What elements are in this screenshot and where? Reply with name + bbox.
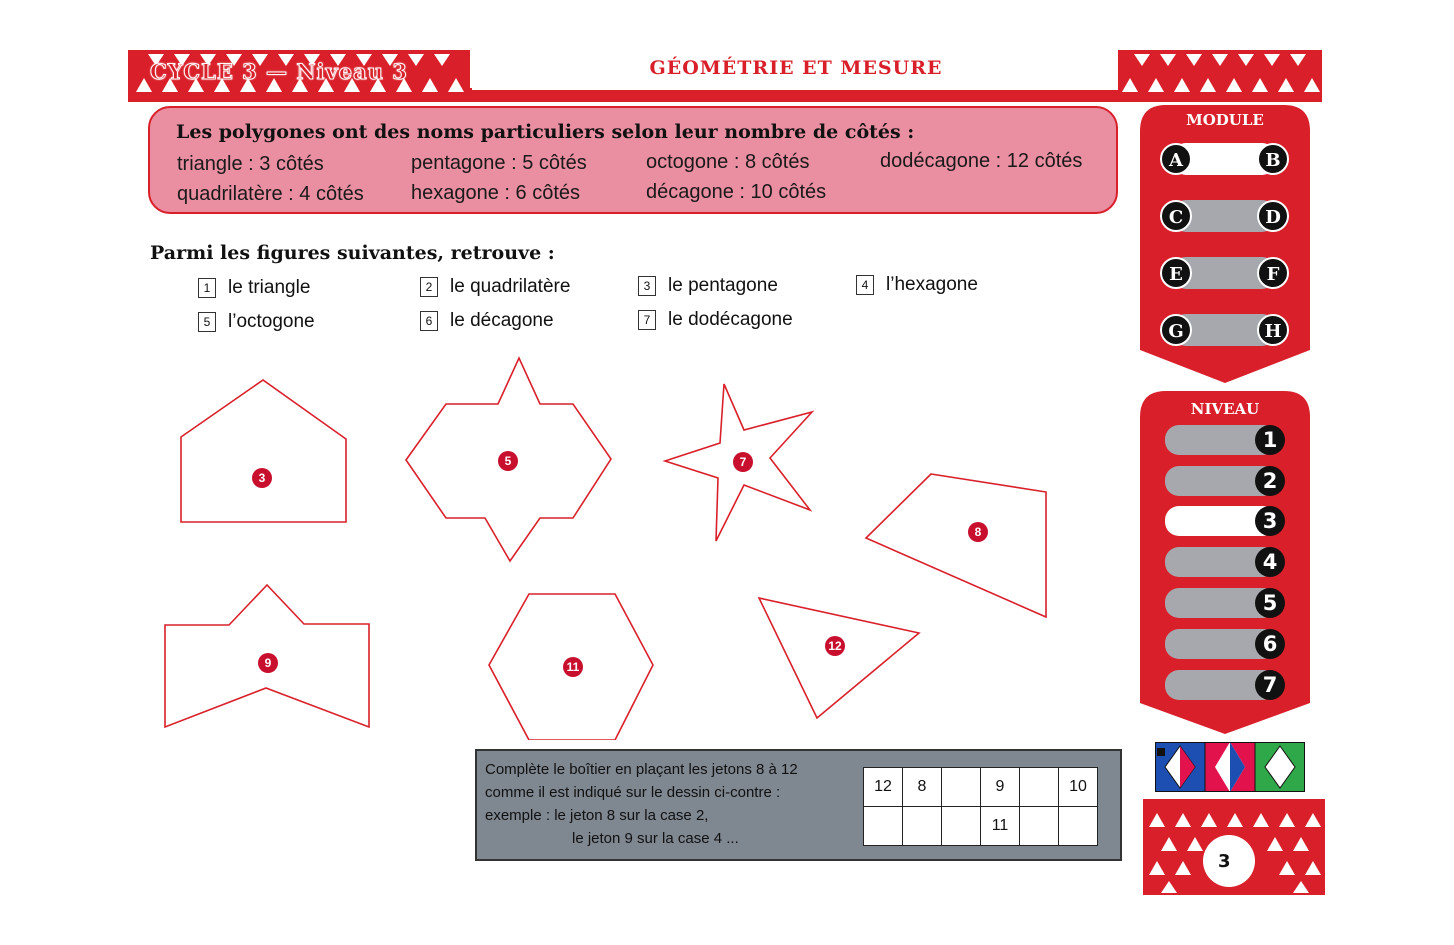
option-label: le dodécagone bbox=[668, 309, 793, 330]
badge-label: 7 bbox=[739, 455, 747, 469]
badge-figure-11 bbox=[563, 657, 583, 677]
task-line-4: le jeton 9 sur la case 4 ... bbox=[572, 830, 739, 847]
option-number: 4 bbox=[856, 275, 874, 295]
niveau-6[interactable]: 6 bbox=[1255, 629, 1285, 659]
grid-cell[interactable]: 9 bbox=[981, 768, 1020, 807]
triangle-pattern bbox=[1118, 50, 1322, 102]
module-c[interactable]: C bbox=[1160, 200, 1192, 232]
figure-3-pentagon bbox=[181, 380, 346, 522]
page-title: GÉOMÉTRIE ET MESURE bbox=[649, 57, 943, 79]
option-number: 1 bbox=[198, 278, 216, 298]
answer-grid bbox=[863, 767, 1098, 846]
color-blocks-logo bbox=[1155, 742, 1305, 792]
option-number: 2 bbox=[420, 277, 438, 297]
cycle-label: CYCLE 3 — Niveau 3 bbox=[150, 59, 408, 84]
footer-pattern bbox=[1143, 799, 1325, 895]
niveau-title: NIVEAU bbox=[1190, 400, 1260, 418]
module-d[interactable]: D bbox=[1257, 200, 1289, 232]
niveau-2[interactable]: 2 bbox=[1255, 466, 1285, 496]
niveau-4[interactable]: 4 bbox=[1255, 547, 1285, 577]
option-label: le pentagone bbox=[668, 275, 778, 296]
badge-label: 11 bbox=[566, 660, 580, 674]
module-g[interactable]: G bbox=[1160, 314, 1192, 346]
info-quadrilateral: quadrilatère : 4 côtés bbox=[177, 183, 364, 205]
niveau-5[interactable]: 5 bbox=[1255, 588, 1285, 618]
info-decagon: décagone : 10 côtés bbox=[646, 181, 827, 203]
module-title: MODULE bbox=[1186, 111, 1264, 129]
grid-cell[interactable] bbox=[864, 807, 903, 846]
badge-figure-8 bbox=[968, 522, 988, 542]
option-label: le quadrilatère bbox=[450, 276, 571, 297]
badge-figure-7 bbox=[733, 452, 753, 472]
module-a[interactable]: A bbox=[1160, 143, 1192, 175]
badge-label: 8 bbox=[974, 525, 982, 539]
info-triangle: triangle : 3 côtés bbox=[177, 153, 324, 175]
niveau-1[interactable]: 1 bbox=[1255, 425, 1285, 455]
info-octagon: octogone : 8 côtés bbox=[646, 151, 810, 173]
niveau-3[interactable]: 3 bbox=[1255, 506, 1285, 536]
grid-cell[interactable] bbox=[1020, 768, 1059, 807]
option-label: l’octogone bbox=[228, 311, 315, 332]
grid-cell[interactable]: 11 bbox=[981, 807, 1020, 846]
badge-figure-5 bbox=[498, 451, 518, 471]
grid-cell[interactable] bbox=[903, 807, 942, 846]
badge-figure-3 bbox=[252, 468, 272, 488]
task-line-1: Complète le boîtier en plaçant les jetons 8 à 12 bbox=[485, 761, 798, 778]
badge-label: 12 bbox=[828, 639, 842, 653]
badge-label: 5 bbox=[504, 454, 512, 468]
badge-label: 3 bbox=[258, 471, 266, 485]
module-e[interactable]: E bbox=[1160, 257, 1192, 289]
module-f[interactable]: F bbox=[1257, 257, 1289, 289]
option-number: 7 bbox=[638, 310, 656, 330]
info-pentagon: pentagone : 5 côtés bbox=[411, 152, 587, 174]
module-h[interactable]: H bbox=[1257, 314, 1289, 346]
task-line-2: comme il est indiqué sur le dessin ci-contre : bbox=[485, 784, 781, 801]
option-number: 5 bbox=[198, 312, 216, 332]
option-label: l’hexagone bbox=[886, 274, 978, 295]
option-number: 6 bbox=[420, 311, 438, 331]
grid-cell[interactable] bbox=[942, 768, 981, 807]
figure-12-triangle bbox=[759, 598, 919, 718]
option-number: 3 bbox=[638, 276, 656, 296]
question-prompt: Parmi les figures suivantes, retrouve : bbox=[150, 242, 555, 264]
grid-cell[interactable] bbox=[942, 807, 981, 846]
info-hexagon: hexagone : 6 côtés bbox=[411, 182, 581, 204]
option-label: le triangle bbox=[228, 277, 311, 298]
option-label: le décagone bbox=[450, 310, 554, 331]
grid-cell[interactable]: 8 bbox=[903, 768, 942, 807]
badge-figure-9 bbox=[258, 653, 278, 673]
header-right-band bbox=[1118, 50, 1322, 102]
badge-figure-12 bbox=[825, 636, 845, 656]
task-line-3: exemple : le jeton 8 sur la case 2, bbox=[485, 807, 709, 824]
info-heading: Les polygones ont des noms particuliers selon leur nombre de côtés : bbox=[176, 121, 915, 143]
triangle-pattern bbox=[1143, 799, 1325, 895]
grid-cell[interactable]: 10 bbox=[1059, 768, 1098, 807]
grid-cell[interactable] bbox=[1059, 807, 1098, 846]
badge-label: 9 bbox=[264, 656, 272, 670]
page-number: 3 bbox=[1218, 851, 1231, 872]
module-b[interactable]: B bbox=[1257, 143, 1289, 175]
grid-row bbox=[864, 807, 1098, 846]
figure-8-quadrilateral bbox=[866, 474, 1046, 617]
info-dodecagon: dodécagone : 12 côtés bbox=[880, 150, 1083, 172]
niveau-7[interactable]: 7 bbox=[1255, 670, 1285, 700]
grid-cell[interactable] bbox=[1020, 807, 1059, 846]
grid-row bbox=[864, 768, 1098, 807]
grid-cell[interactable]: 12 bbox=[864, 768, 903, 807]
